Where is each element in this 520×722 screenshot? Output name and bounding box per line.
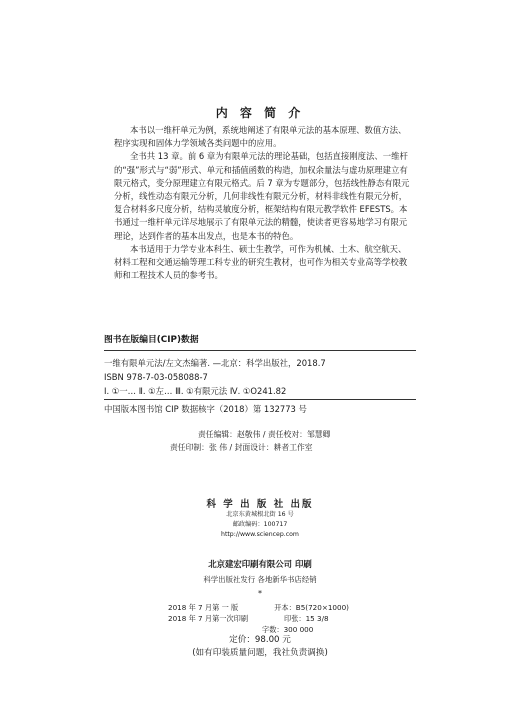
book-format: 开本：B5(720×1000) [274,603,349,612]
intro-paragraph: 本书适用于力学专业本科生、硕士生教学，可作为机械、土木、航空航天、材料工程和交通运输等理工科专业的研究生教材，也可作为相关专业高等学校教师和工程技术人员的参考书。 [114,243,408,281]
cip-line: ISBN 978-7-03-058088-7 [104,372,208,383]
publisher-website: http://www.sciencep.com [221,531,299,538]
printer-line: 北京建宏印刷有限公司 印刷 [208,559,312,569]
cip-line: Ⅰ. ①一… Ⅱ. ①左… Ⅲ. ①有限元法 Ⅳ. ①O241.82 [104,386,287,397]
cip-number-line: 中国版本图书馆 CIP 数据核字（2018）第 132773 号 [104,404,307,414]
publisher-block [0,496,520,540]
distribution-line: 科学出版社发行 各地新华书店经销 [203,575,317,584]
staff-credits [170,428,331,454]
intro-paragraph: 全书共 13 章。前 6 章为有限单元法的理论基础，包括直接刚度法、一维杆的“强”形式与“弱”形式、单元和插值函数的构造，加权余量法与虚功原理建立有限元格式，变分原理建立有限元格式。后 7 章为专题部分，包括线性静态有限元分析，线性动态有限元分析，几何非线性有限元分析，材料非线性有限元分析，复合材料多尺度分析，结构灵敏度分析，框架结构有限元教学软件 EFESTS。本书通过一维杆单元详尽地展示了有限单元法的精髓，使读者更容易地学习有限元理论，达到作者的基本出发点，也是本书的特色。 [114,151,410,241]
edition-block [168,602,349,635]
publisher-postcode: 邮政编码：100717 [232,521,288,528]
production-line: 责任印制：张 伟 / 封面设计：耕者工作室 [170,443,313,452]
intro-title: 内 容 简 介 [215,106,305,120]
price-block [0,634,520,660]
word-count: 字数：300 000 [262,625,314,634]
publisher-address: 北京东黄城根北街 16 号 [226,511,294,518]
printed-sheets: 印张：15 3/8 [284,614,329,623]
cip-mid-rule [104,399,416,400]
intro-paragraph: 本书以一维杆单元为例，系统地阐述了有限单元法的基本原理、数值方法、程序实现和固体力学领域各类问题中的应用。 [114,125,407,149]
intro-body [114,124,414,282]
edition-row [168,602,349,613]
cip-top-rule [104,350,416,351]
price-line: 定价：98.00 元 [229,635,291,645]
cip-block [104,356,434,399]
quality-note: (如有印装质量问题，我社负责调换) [192,648,328,658]
cip-title: 图书在版编目(CIP)数据 [104,335,199,345]
cip-number-block [104,402,434,416]
publisher-name: 科 学 出 版 社 出版 [206,499,314,510]
separator-star: * [258,589,262,598]
edition-row [168,613,349,624]
first-printing: 2018 年 7 月第一次印刷 [168,614,249,623]
editor-line: 责任编辑：赵敬伟 / 责任校对：邹慧卿 [198,430,331,439]
first-edition: 2018 年 7 月第 一 版 [168,603,239,612]
cip-line: 一维有限单元法/左文杰编著. —北京：科学出版社，2018.7 [104,358,326,368]
